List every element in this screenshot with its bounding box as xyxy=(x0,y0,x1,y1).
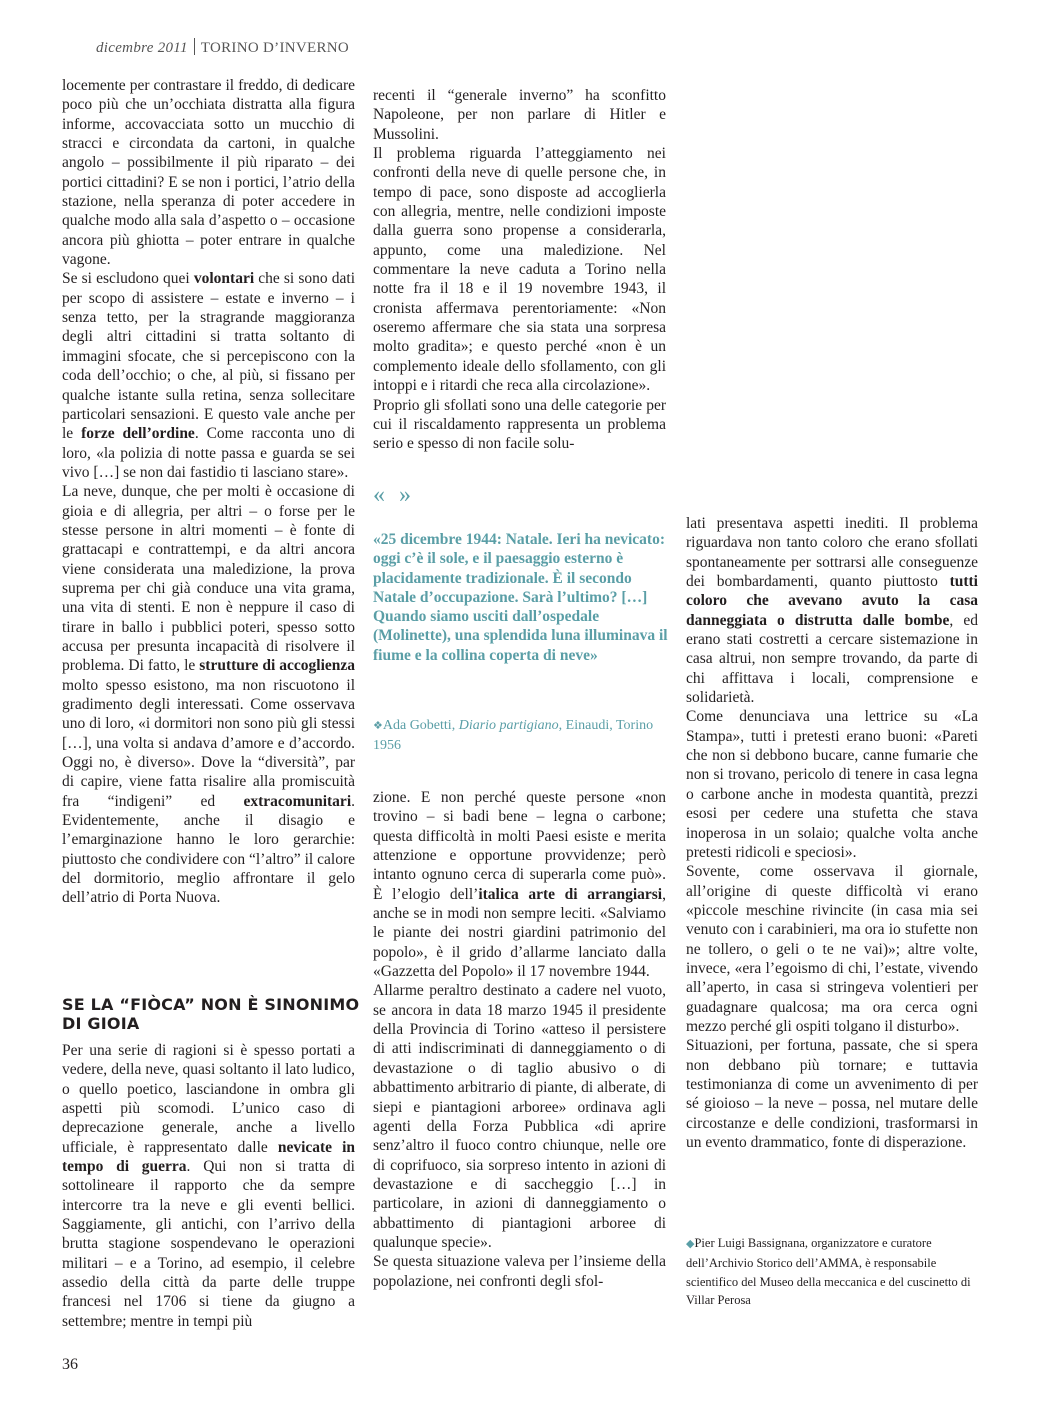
paragraph: Sovente, come osservava il giornale, all’origine di queste difficoltà vi erano «piccole meschine rivincite (in casa mia sei venuto con i carabinieri, ma ora io stufette non ne tollero, o geli o te ne vai)»; altre volte, invece, «era l’egoismo di chi, l’estate, vivendo all’aperto, in casa si stringeva volentieri per guadagnare qualcosa; ma ora cerca ogni mezzo perché gli ospiti tolgano il disturbo». xyxy=(686,863,978,1035)
diamond-bullet-icon: ❖ xyxy=(373,720,383,732)
column-2-bottom xyxy=(373,788,666,1291)
paragraph: recenti il “generale inverno” ha sconfitto Napoleone, per non parlare di Hitler e Mussolini. xyxy=(373,87,666,143)
paragraph: zione. E non perché queste persone «non trovino – si badi bene – legna o carbone; questa difficoltà in molti Paesi esiste e merita attenzione e opportune provvidenze; però intanto ognuno cerca di superarla come può». È l’elogio dell’italica arte di arrangiarsi, anche se in modi non sempre leciti. «Salviamo le piante dei nostri giardini patrimonio del popolo», è il grido d’allarme lanciato dalla «Gazzetta del Popolo» il 17 novembre 1944. xyxy=(373,789,666,981)
paragraph: Situazioni, per fortuna, passate, che si spera non debbano più tornare; e tuttavia testimonianza di come un avvenimento di per sé gioioso – la neve – possa, nel mutare delle circostanze e delle condizioni, trasformarsi in un evento drammatico, fonte di disperazione. xyxy=(686,1037,978,1151)
emphasis: tutti coloro che avevano avuto la casa danneggiata o distrutta dalle bombe xyxy=(686,573,978,629)
paragraph: Se questa situazione valeva per l’insieme della popolazione, nei confronti degli sfol- xyxy=(373,1253,666,1290)
emphasis: extracomunitari xyxy=(243,792,352,810)
book-title: Diario partigiano xyxy=(458,718,559,733)
page-number: 36 xyxy=(62,1356,78,1373)
paragraph: Se si escludono quei volontari che si sono dati per scopo di assistere – estate e inverno – i senza tetto, per la stragrande maggioranza degli altri cittadini si tratta soltanto di immagini sfocate, che si percepiscono con la coda dell’occhio; o che, al più, si fissano per qualche istante sulla retina, senza sollecitare particolari sensazioni. E questo vale anche per le forze dell’ordine. Come racconta uno di loro, «la polizia di notte passa e guarda se sei vivo […] se non dai fastidio ti lasciano stare». xyxy=(62,270,355,481)
quote-marks: « » xyxy=(373,482,415,508)
header-date: dicembre 2011 xyxy=(96,40,188,56)
paragraph: Per una serie di ragioni si è spesso portati a vedere, della neve, quasi soltanto il lato ludico, o quello poetico, lasciandone in ombra gli aspetti più scomodi. L’unico caso di deprecazione generale, anche a livello ufficiale, è rappresentato dalle nevicate in tempo di guerra. Qui non si tratta di sottolineare il rapporto che da sempre intercorre tra la neve e gli eventi bellici. Saggiamente, gli antichi, con l’arrivo della brutta stagione sospendevano le operazioni militari – e a Torino, ad esempio, il celebre assedio della città da parte delle truppe francesi nel 1706 si tiene da giugno a settembre; mentre in tempi più xyxy=(62,1042,356,1330)
running-header xyxy=(96,38,349,57)
pull-quote: «25 dicembre 1944: Natale. Ieri ha nevicato: oggi c’è il sole, e il paesaggio esterno è placidamente tradizionale. È il secondo Natale d’occupazione. Sarà l’ultimo? […] Quando siamo usciti dall’ospedale (Molinette), una splendida luna illuminava il fiume e la collina coperta di neve» xyxy=(373,531,668,664)
header-title: TORINO D’INVERNO xyxy=(200,40,350,56)
paragraph: Allarme peraltro destinato a cadere nel vuoto, se ancora in data 18 marzo 1945 il presidente della Provincia di Torino «atteso il persistere di atti indiscriminati di danneggiamento o di devastazione o di taglio abusivo o di abbattimento arbitrario di piante, di alberate, di siepi e piantagioni arboree» ordinava agli agenti della Forza Pubblica «di aprire senz’altro il fuoco contro chiunque, nelle ore di coprifuoco, sia sorpreso intento in azioni di devastazione e di saccheggio […] in particolare, in azioni di danneggiamento o abbattimento di piantagioni arboree di qualunque specie». xyxy=(373,982,666,1251)
paragraph: Il problema riguarda l’atteggiamento nei confronti della neve di quelle persone che, in tempo di pace, sono disposte ad accoglierla con allegria, mentre, nelle condizioni imposte dalla guerra sono propense a considerarla, appunto, come una maledizione. Nel commentare la neve caduta a Torino nella notte fra il 18 e il 19 novembre 1943, il cronista affermava perentoriamente: «Non oseremo affermare che sia stata una sorpresa molto gradita»; e questo perché «non è un complemento ideale dello sfollamento, con gli intoppi e i ritardi che reca alla circolazione». xyxy=(373,145,666,395)
paragraph: Proprio gli sfollati sono una delle categorie per cui il riscaldamento rappresenta un problema serio e spesso di non facile solu- xyxy=(373,396,666,453)
paragraph: La neve, dunque, che per molti è occasione di gioia e di allegria, per altri – o forse per le stesse persone in altri momenti – è fonte di grattacapi e contrattempi, e da altri ancora viene considerata una maledizione, la prova suprema per chi già conduce una vita grama, una vita di stenti. E non è neppure il caso di tirare in ballo i pubblici poteri, spesso sotto accusa per presunta incapacità di risolvere il problema. Di fatto, le strutture di accoglienza molto spesso esistono, ma non riscuotono il gradimento degli interessati. Come osservava uno di loro, «i dormitori non sono più gli stessi […], una volta si andava d’amore e d’accordo. Oggi no, è diverso». Dove la “diversità”, par di capire, viene fatta risalire alla promiscuità fra “indigeni” ed extracomunitari. Evidentemente, anche il disagio e l’emarginazione hanno le loro gerarchie: piuttosto che condividere con “l’altro” il calore del dormitorio, meglio affrontare il gelo dell’atrio di Porta Nuova. xyxy=(62,483,356,907)
column-1 xyxy=(62,76,355,908)
emphasis: italica arte di arrangiarsi xyxy=(478,885,663,903)
section-heading: SE LA “FIÒCA” NON È SINONIMO DI GIOIA xyxy=(62,995,360,1033)
emphasis: nevicate in tempo di guerra xyxy=(62,1138,356,1176)
emphasis: strutture di accoglienza xyxy=(199,657,356,675)
emphasis: forze dell’ordine xyxy=(81,425,195,443)
author-note: ◆Pier Luigi Bassignana, organizzatore e curatore dell’Archivio Storico dell’AMMA, è responsabile scientifico del Museo della meccanica e del cuscinetto di Villar Perosa xyxy=(686,1236,971,1308)
column-2-top xyxy=(373,86,666,454)
diamond-bullet-icon: ◆ xyxy=(686,1238,695,1250)
emphasis: volontari xyxy=(193,270,255,288)
column-3 xyxy=(686,514,978,1152)
column-1-continued xyxy=(62,1041,355,1331)
paragraph: lati presentava aspetti inediti. Il problema riguardava non tanto coloro che erano sfollati spontaneamente per sottrarsi alle conseguenze dei bombardamenti, quanto piuttosto tutti coloro che avevano avuto la casa danneggiata o distrutta dalle bombe, ed erano stati costretti a cercare sistemazione in casa altrui, non sempre trovando, da parte di chi affittava i locali, comprensione e solidarietà. xyxy=(686,515,978,707)
header-separator xyxy=(194,38,195,55)
quote-source: ❖Ada Gobetti, Diario partigiano, Einaudi, Torino 1956 xyxy=(373,718,654,753)
paragraph: locemente per contrastare il freddo, di dedicare poco più che un’occhiata distratta alla figura informe, accovacciata sotto un mucchio di stracci e circondata da cartoni, in qualche angolo – possibilmente il più riparato – dei portici cittadini? E se non i portici, l’atrio della stazione, nella speranza di poter accedere in qualche modo alla sala d’aspetto o – occasione ancora più ghiotta – poter entrare in qualche vagone. xyxy=(62,77,355,269)
paragraph: Come denunciava una lettrice su «La Stampa», tutti i pretesti erano buoni: «Pareti che non si debbono bucare, canne fumarie che non si trovano, pericolo di tenere in casa legna o carbone anche in modesta quantità, prezzi esosi per cedere una stufetta che stava inoperosa in un solaio; qualche volta anche pretesti ridicoli e speciosi». xyxy=(686,708,978,861)
